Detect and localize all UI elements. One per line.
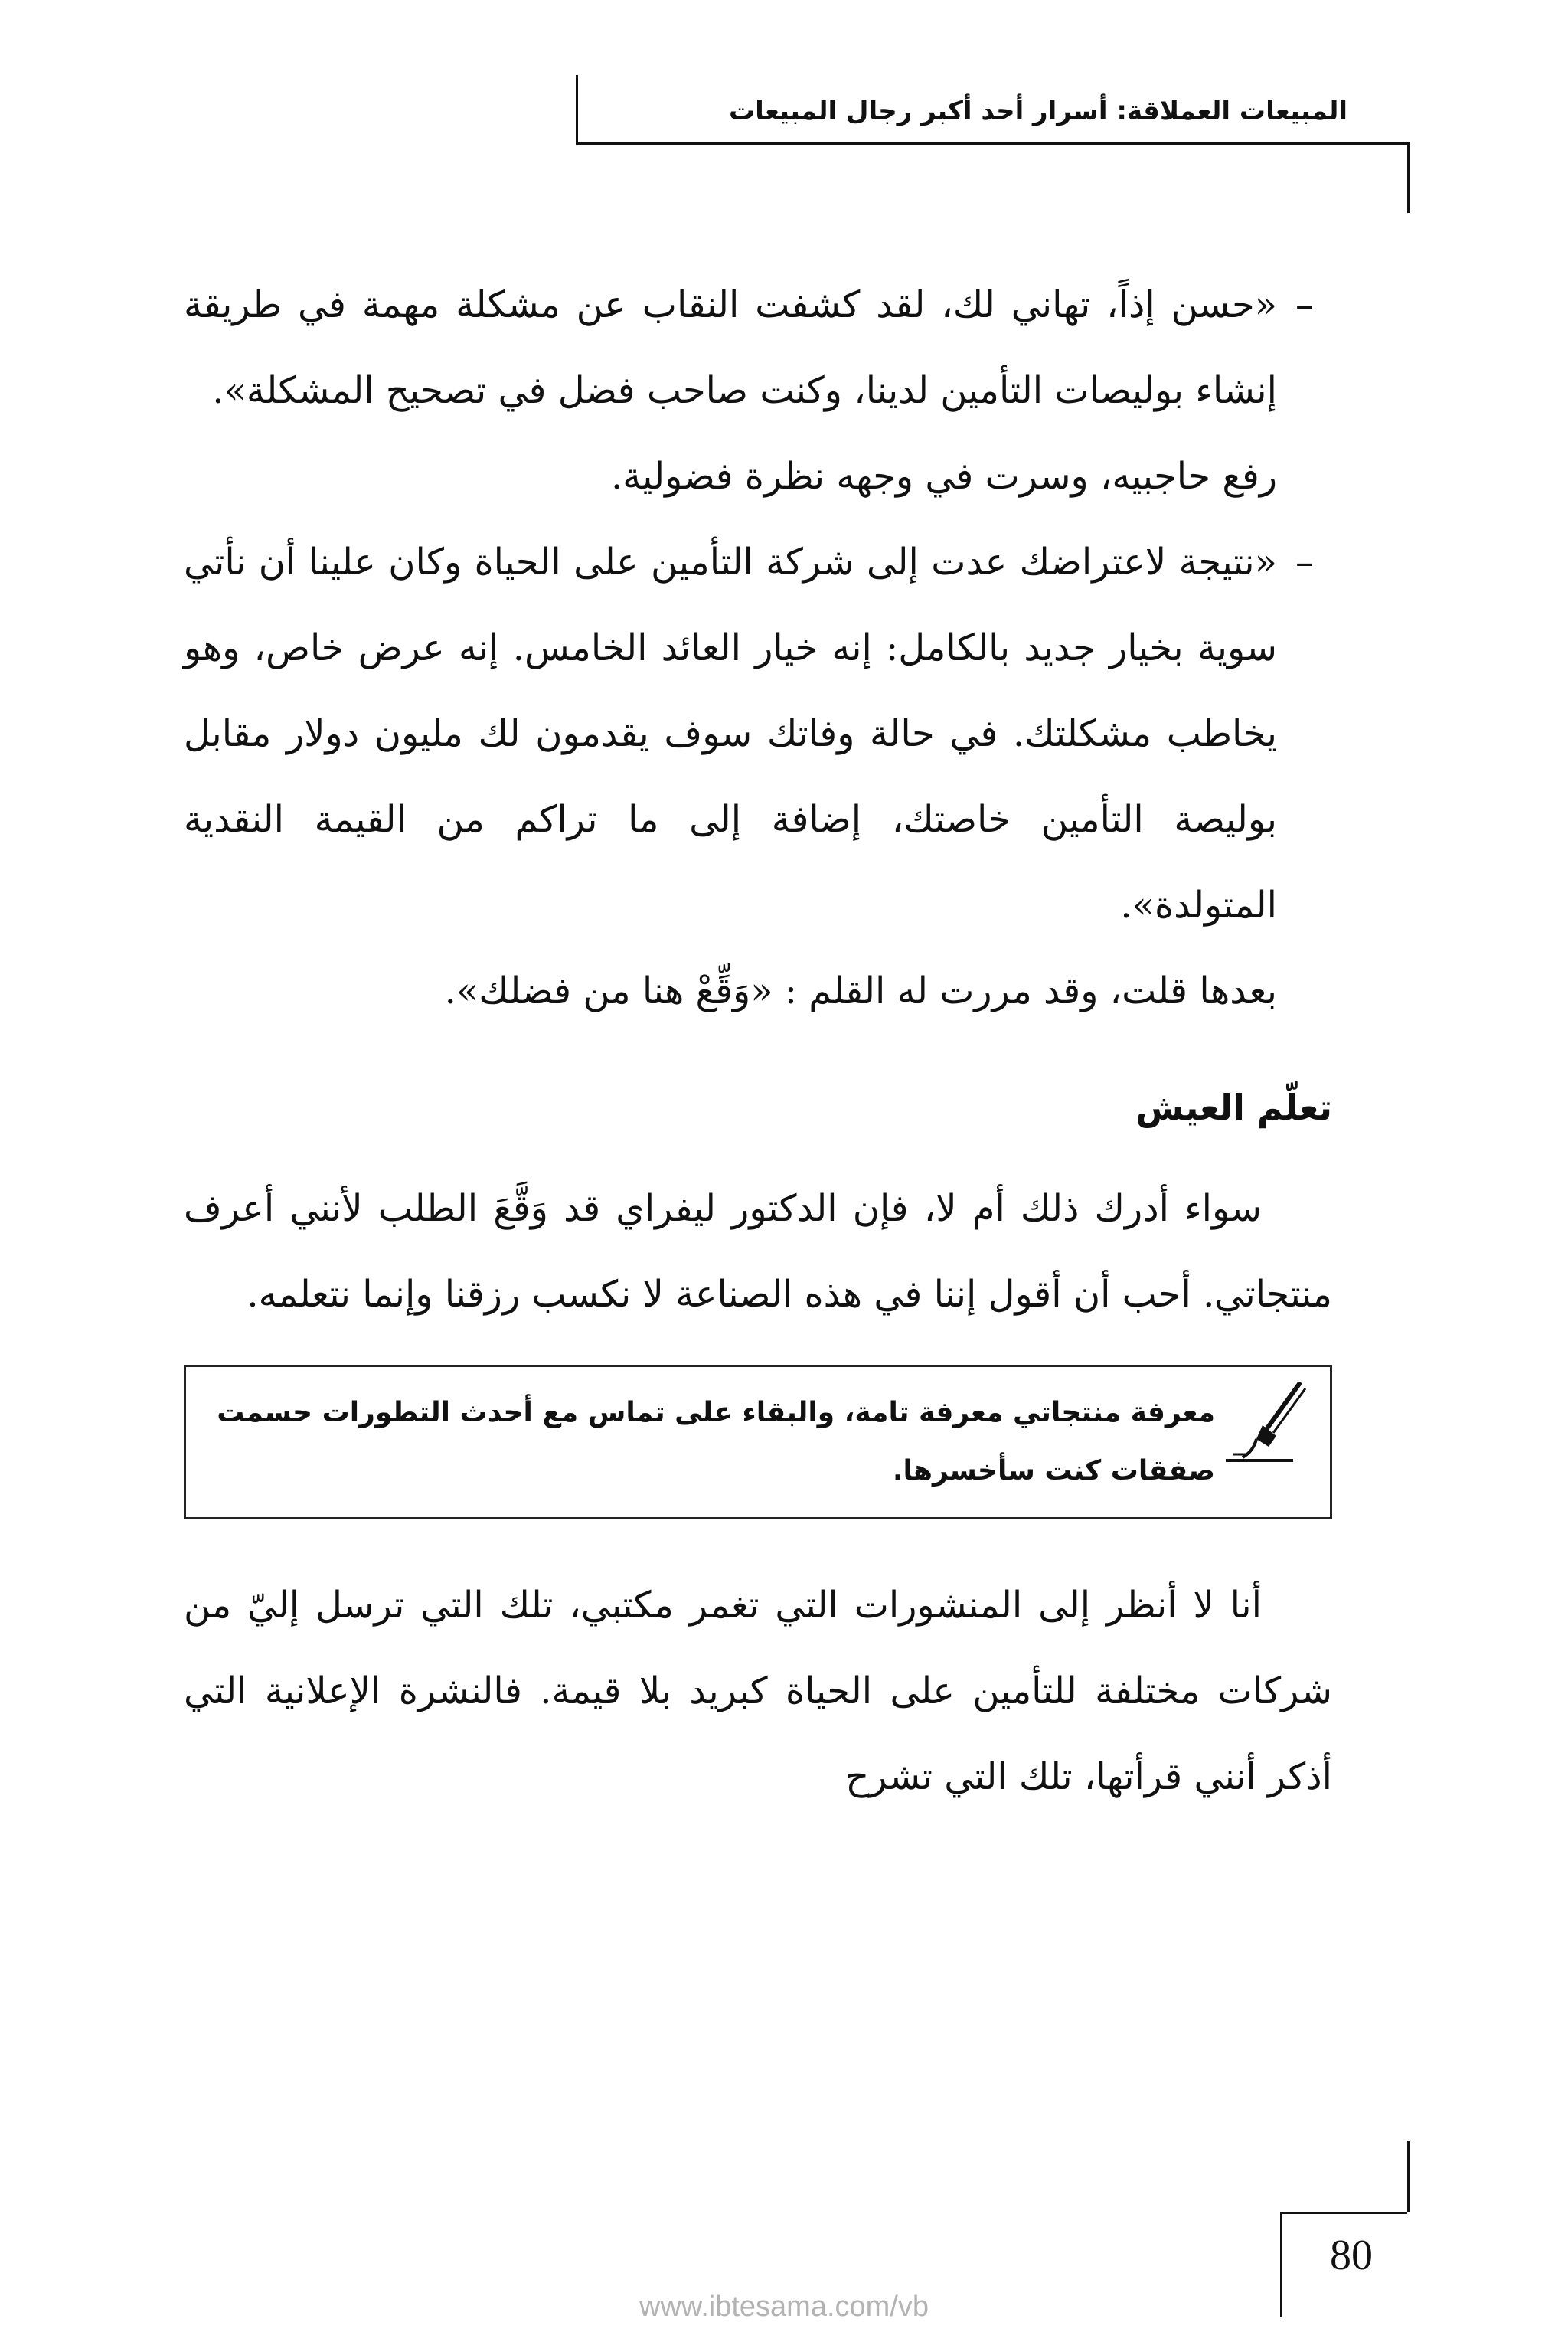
- dialog-dash: –: [1295, 283, 1314, 326]
- dialog-text: «نتيجة لاعتراضك عدت إلى شركة التأمين على الحياة وكان علينا أن نأتي سوية بخيار جديد بالكامل: إنه خيار العائد الخامس. إنه عرض خاص، وهو يخاطب مشكلتك. في حالة وفاتك سوف يقدمون لك مليون دولار مقابل بوليصة التأمين خاصتك، إضافة إلى ما تراكم من القيمة النقدية المتولدة».: [184, 541, 1277, 927]
- header-frame-line: [1407, 142, 1410, 213]
- watermark-link[interactable]: www.ibtesama.com/vb: [639, 2291, 929, 2323]
- note-text: معرفة منتجاتي معرفة تامة، والبقاء على تماس مع أحدث التطورات حسمت صفقات كنت سأخسرها.: [217, 1397, 1215, 1487]
- dialog-2: [184, 519, 1332, 948]
- dialog-text: «حسن إذاً، تهاني لك، لقد كشفت النقاب عن مشكلة مهمة في طريقة إنشاء بوليصات التأمين لدينا، وكنت صاحب فضل في تصحيح المشكلة».: [184, 283, 1277, 412]
- paragraph: رفع حاجبيه، وسرت في وجهه نظرة فضولية.: [611, 455, 1277, 498]
- paragraph: بعدها قلت، وقد مررت له القلم : «وَقِّعْ هنا من فضلك».: [444, 970, 1277, 1012]
- pen-icon: [1223, 1378, 1315, 1470]
- paragraph: سواء أدرك ذلك أم لا، فإن الدكتور ليفراي قد وَقَّعَ الطلب لأنني أعرف منتجاتي. أحب أن أقول إننا في هذه الصناعة لا نكسب رزقنا وإنما نتعلمه.: [184, 1187, 1332, 1316]
- note-box: [184, 1365, 1332, 1519]
- page-number: 80: [1330, 2232, 1373, 2279]
- running-title: المبيعات العملاقة: أسرار أحد أكبر رجال المبيعات: [729, 96, 1348, 126]
- section-heading: تعلّم العيش: [1135, 1087, 1332, 1128]
- footer-frame-line: [1407, 2141, 1410, 2212]
- dialog-dash: –: [1295, 541, 1314, 584]
- paragraph: أنا لا أنظر إلى المنشورات التي تغمر مكتبي، تلك التي ترسل إليّ من شركات مختلفة للتأمين على الحياة كبريد بلا قيمة. فالنشرة الإعلانية التي أذكر أنني قرأتها، تلك التي تشرح: [184, 1584, 1332, 1798]
- footer-frame-rule: [1280, 2212, 1407, 2214]
- page-content: [184, 262, 1332, 1820]
- dialog-1: [184, 262, 1332, 433]
